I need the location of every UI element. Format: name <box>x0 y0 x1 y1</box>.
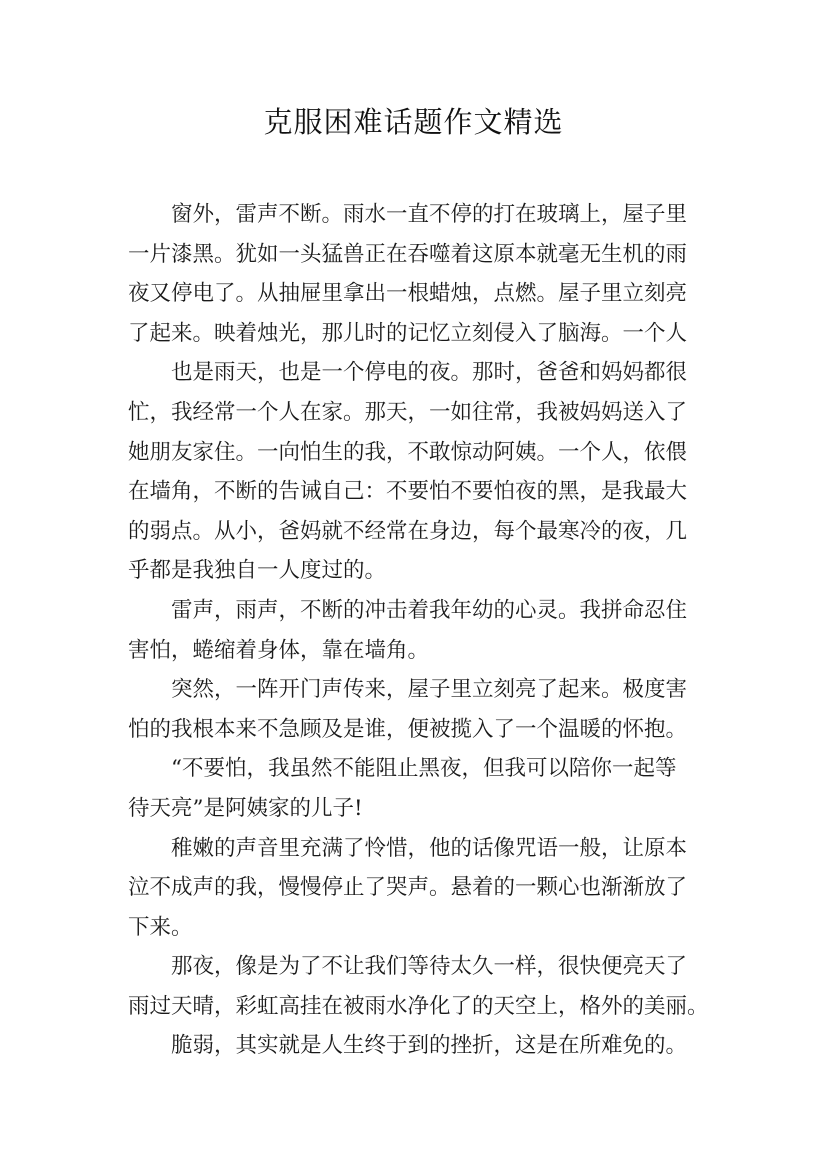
text-line: 突然，一阵开门声传来，屋子里立刻亮了起来。极度害 <box>171 677 688 703</box>
text-line: 下来。 <box>128 914 193 940</box>
text-line: 稚嫩的声音里充满了怜惜，他的话像咒语一般，让原本 <box>171 835 688 861</box>
text-line: 怕的我根本来不急顾及是谁，便被揽入了一个温暖的怀抱。 <box>128 716 688 742</box>
text-line: 乎都是我独自一人度过的。 <box>128 558 387 584</box>
text-line: 雨过天晴，彩虹高挂在被雨水净化了的天空上，格外的美丽。 <box>128 993 709 1019</box>
text-line: 了起来。映着烛光，那儿时的记忆立刻侵入了脑海。一个人 <box>128 320 688 346</box>
text-line: 在墙角，不断的告诫自己：不要怕不要怕夜的黑，是我最大 <box>128 479 688 505</box>
text-line: 那夜，像是为了不让我们等待太久一样，很快便亮天了 <box>171 954 688 980</box>
document-body <box>128 195 718 1066</box>
text-line: 她朋友家住。一向怕生的我，不敢惊动阿姨。一个人，依偎 <box>128 439 688 465</box>
text-line: 待天亮”是阿姨家的儿子! <box>128 795 363 821</box>
text-line: 一片漆黑。犹如一头猛兽正在吞噬着这原本就毫无生机的雨 <box>128 241 688 267</box>
text-line: 窗外，雷声不断。雨水一直不停的打在玻璃上，屋子里 <box>171 202 688 227</box>
text-line: 夜又停电了。从抽屉里拿出一根蜡烛，点燃。屋子里立刻亮 <box>128 281 688 307</box>
text-line: 脆弱，其实就是人生终于到的挫折，这是在所难免的。 <box>171 1033 688 1059</box>
text-line: 也是雨天，也是一个停电的夜。那时，爸爸和妈妈都很 <box>171 360 688 386</box>
text-line: 的弱点。从小，爸妈就不经常在身边，每个最寒冷的夜，几 <box>128 518 688 544</box>
text-line: 害怕，蜷缩着身体，靠在墙角。 <box>128 637 430 663</box>
text-line: 雷声，雨声，不断的冲击着我年幼的心灵。我拼命忍住 <box>171 597 688 623</box>
document-title: 克服困难话题作文精选 <box>263 105 564 139</box>
text-line: 忙，我经常一个人在家。那天，一如往常，我被妈妈送入了 <box>128 399 688 425</box>
text-line: 泣不成声的我，慢慢停止了哭声。悬着的一颗心也渐渐放了 <box>128 875 688 901</box>
text-line: “不要怕，我虽然不能阻止黑夜，但我可以陪你一起等 <box>171 756 677 782</box>
